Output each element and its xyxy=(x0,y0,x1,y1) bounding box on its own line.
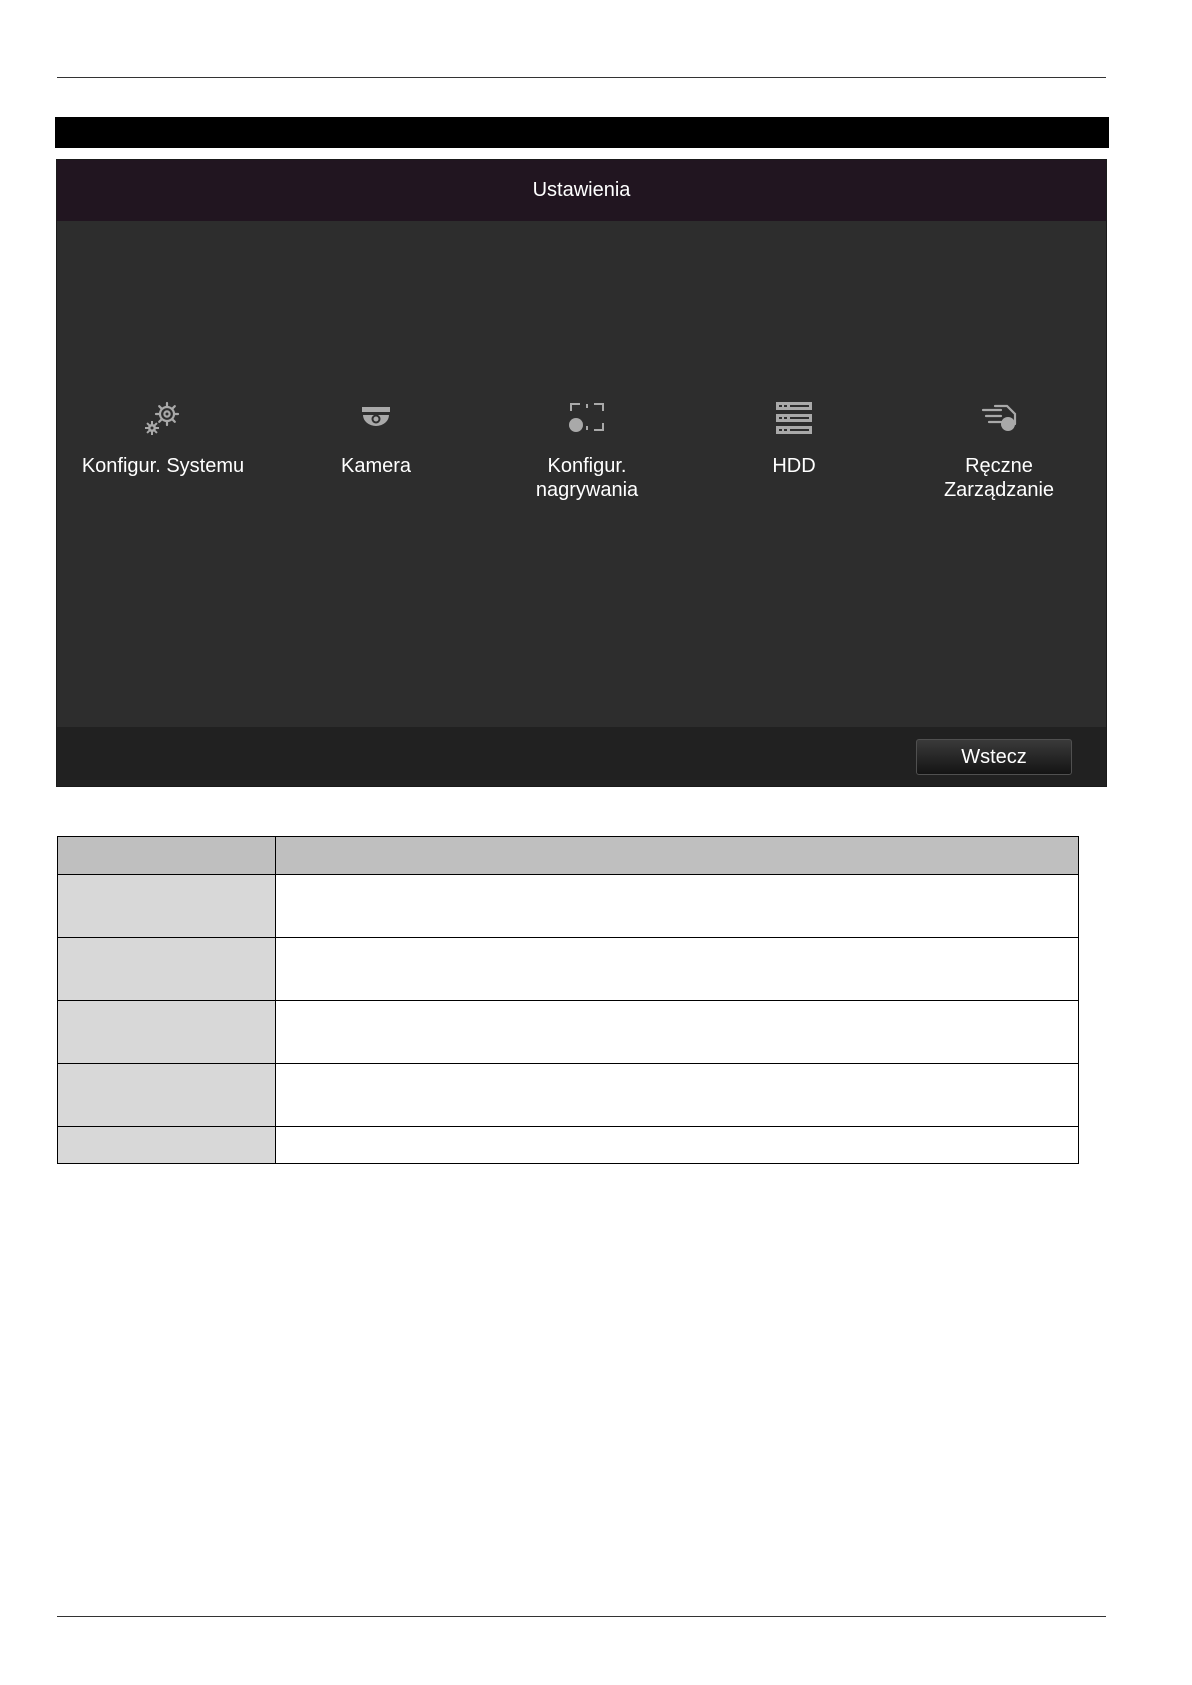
table-row xyxy=(58,1127,1079,1164)
settings-menu xyxy=(57,396,1106,546)
table-cell xyxy=(276,1064,1079,1127)
menu-item-label: HDD xyxy=(772,455,816,477)
menu-item-label: Konfigur. Systemu xyxy=(81,455,245,477)
menu-item-hdd[interactable] xyxy=(694,396,894,478)
window-footer xyxy=(57,727,1106,786)
menu-item-system-config[interactable] xyxy=(63,396,263,478)
table-header-row xyxy=(58,837,1079,875)
table-cell xyxy=(58,938,276,1001)
manual-record-icon xyxy=(977,396,1021,440)
table-cell xyxy=(58,1001,276,1064)
gears-icon xyxy=(141,396,185,440)
description-table xyxy=(57,836,1079,1164)
hdd-icon xyxy=(772,396,816,440)
menu-item-label: Ręczne Zarządzanie xyxy=(943,455,1055,501)
table-row xyxy=(58,875,1079,938)
menu-item-record-config[interactable] xyxy=(487,396,687,502)
table-cell xyxy=(58,1064,276,1127)
table-row xyxy=(58,1064,1079,1127)
menu-item-camera[interactable] xyxy=(276,396,476,478)
menu-item-label: Kamera xyxy=(340,455,412,477)
record-config-icon xyxy=(565,396,609,440)
table-header-cell xyxy=(58,837,276,875)
section-title-bar xyxy=(55,117,1109,148)
menu-item-label: Konfigur. nagrywania xyxy=(535,455,639,501)
back-button[interactable]: Wstecz xyxy=(916,739,1072,775)
table-cell xyxy=(276,1001,1079,1064)
table-cell xyxy=(276,938,1079,1001)
table-cell xyxy=(276,1127,1079,1164)
header-rule xyxy=(57,77,1106,78)
table-cell xyxy=(58,1127,276,1164)
table-row xyxy=(58,1001,1079,1064)
dome-camera-icon xyxy=(354,396,398,440)
footer-rule xyxy=(57,1616,1106,1617)
window-title: Ustawienia xyxy=(57,160,1106,221)
table-header-cell xyxy=(276,837,1079,875)
menu-item-manual[interactable] xyxy=(899,396,1099,502)
table-cell xyxy=(276,875,1079,938)
table-cell xyxy=(58,875,276,938)
table-row xyxy=(58,938,1079,1001)
settings-window xyxy=(56,159,1107,787)
